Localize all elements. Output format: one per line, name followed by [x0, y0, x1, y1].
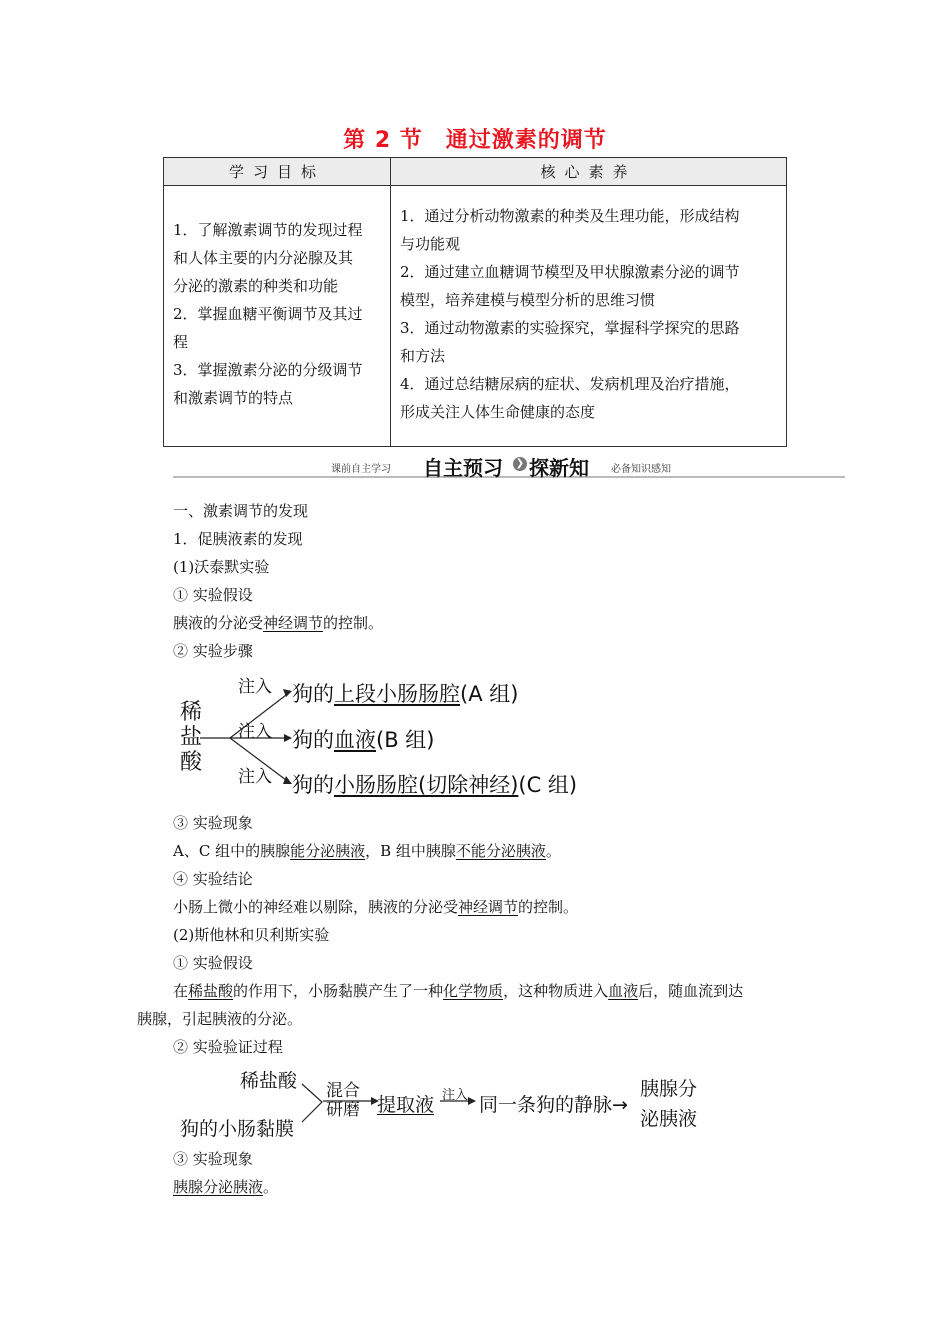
answer-blank: 胰腺分泌胰液	[173, 1178, 264, 1196]
answer-blank: 不能分泌胰液	[455, 842, 546, 860]
phenomenon-text: A、C 组中的胰腺能分泌胰液，B 组中胰腺不能分泌胰液。	[173, 842, 561, 860]
experiment-2-title: (2)斯他林和贝利斯实验	[173, 926, 330, 944]
target-group-b: 狗的血液(B 组)	[292, 728, 435, 752]
hypothesis-label: ① 实验假设	[173, 586, 253, 604]
hypothesis-2-text-cont: 胰腺，引起胰液的分泌。	[137, 1010, 303, 1028]
goal-line: 程	[173, 333, 189, 351]
literacy-line: 1．通过分析动物激素的种类及生理功能，形成结构	[400, 207, 740, 225]
literacy-line: 2．通过建立血糖调节模型及甲状腺激素分泌的调节	[400, 263, 740, 281]
answer-blank: 能分泌胰液	[290, 842, 366, 860]
chevron-right-icon: ❯	[513, 457, 527, 471]
phenomenon-2-label: ③ 实验现象	[173, 1150, 253, 1168]
inject-label: 注入	[238, 677, 272, 697]
banner-title-right: 探新知	[529, 456, 589, 480]
diagram-source: 稀 盐 酸	[180, 700, 203, 775]
answer-blank: 稀盐酸	[188, 982, 234, 1000]
answer-blank: 神经调节	[458, 898, 519, 916]
core-literacy-list	[391, 186, 786, 426]
goal-line: 1．了解激素调节的发现过程	[173, 221, 363, 239]
literacy-line: 与功能观	[400, 235, 461, 253]
literacy-line: 3．通过动物激素的实验探究，掌握科学探究的思路	[400, 319, 740, 337]
experiment-1-title: (1)沃泰默实验	[173, 558, 270, 576]
header-learning-goals: 学习目标	[164, 158, 391, 186]
conclusion-label: ④ 实验结论	[173, 870, 253, 888]
goal-line: 3．掌握激素分泌的分级调节	[173, 361, 363, 379]
target-group-c: 狗的小肠肠腔(切除神经)(C 组)	[292, 773, 578, 797]
input-mucosa: 狗的小肠黏膜	[180, 1118, 295, 1140]
core-literacy-cell	[391, 186, 787, 447]
verification-label: ② 实验验证过程	[173, 1038, 283, 1056]
inject-label-2: 注入	[442, 1088, 469, 1103]
objectives-table	[163, 157, 787, 447]
phenomenon-label: ③ 实验现象	[173, 814, 253, 832]
inject-label: 注入	[238, 767, 272, 787]
section-banner	[173, 452, 845, 482]
steps-label: ② 实验步骤	[173, 642, 253, 660]
conclusion-text: 小肠上微小的神经难以剔除，胰液的分泌受神经调节的控制。	[173, 898, 579, 916]
banner-right-caption: 必备知识感知	[611, 464, 671, 475]
goal-line: 和人体主要的内分泌腺及其	[173, 249, 354, 267]
vein-target: 同一条狗的静脉→	[479, 1094, 628, 1116]
answer-blank: 神经调节	[263, 614, 324, 632]
subheading-secretin: 1．促胰液素的发现	[173, 530, 303, 548]
literacy-line: 形成关注人体生命健康的态度	[400, 403, 596, 421]
learning-goals-cell	[164, 186, 391, 447]
banner-left-caption: 课前自主学习	[331, 464, 391, 475]
learning-goals-list	[164, 186, 390, 412]
process-arrow	[323, 1096, 381, 1106]
process-label: 混合 研磨	[326, 1081, 360, 1120]
banner-rule	[173, 476, 845, 478]
header-core-literacy: 核心素养	[391, 158, 787, 186]
hypothesis-2-label: ① 实验假设	[173, 954, 253, 972]
banner-title-left: 自主预习	[423, 456, 503, 480]
literacy-line: 模型，培养建模与模型分析的思维习惯	[400, 291, 656, 309]
page-title: 第 2 节 通过激素的调节	[343, 128, 607, 153]
hypothesis-2-text: 在稀盐酸的作用下，小肠黏膜产生了一种化学物质，这种物质进入血液后，随血流到达	[173, 982, 744, 1000]
answer-blank: 血液	[608, 982, 639, 1000]
result-text: 胰腺分 泌胰液	[640, 1078, 698, 1130]
answer-blank: 化学物质	[443, 982, 504, 1000]
section-heading: 一、激素调节的发现	[173, 502, 309, 520]
extract-liquid: 提取液	[377, 1094, 435, 1116]
hypothesis-text: 胰液的分泌受神经调节的控制。	[173, 614, 384, 632]
literacy-line: 和方法	[400, 347, 446, 365]
literacy-line: 4．通过总结糖尿病的症状、发病机理及治疗措施，	[400, 375, 740, 393]
inject-label: 注入	[238, 722, 272, 742]
input-hcl: 稀盐酸	[240, 1070, 298, 1092]
inject-arrow	[440, 1096, 478, 1106]
phenomenon-2-text: 胰腺分泌胰液。	[173, 1178, 279, 1196]
goal-line: 分泌的激素的种类和功能	[173, 277, 339, 295]
goal-line: 和激素调节的特点	[173, 389, 294, 407]
goal-line: 2．掌握血糖平衡调节及其过	[173, 305, 363, 323]
target-group-a: 狗的上段小肠肠腔(A 组)	[292, 682, 519, 706]
